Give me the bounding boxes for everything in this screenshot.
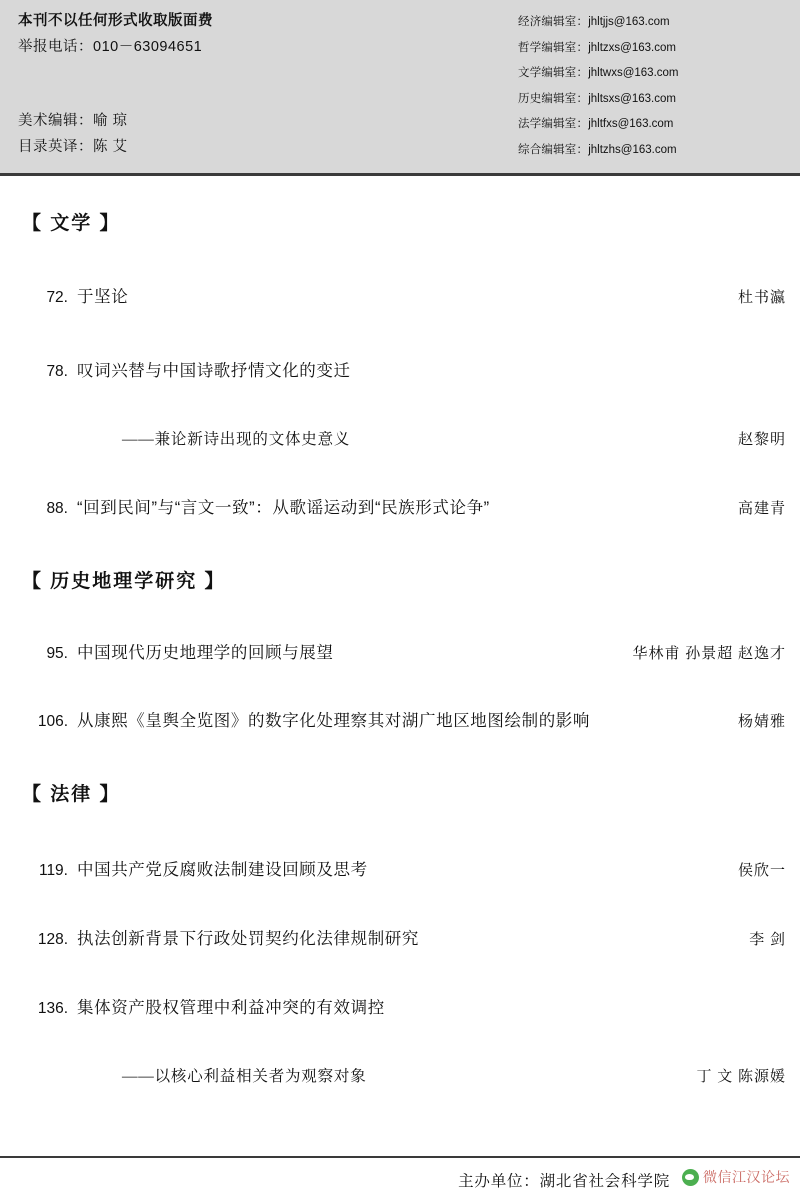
editorial-office-label: 法学编辑室： [518, 118, 589, 130]
masthead-left-block [18, 8, 398, 160]
article-authors: 侯欣一 [737, 863, 786, 879]
art-editor-credit: 美术编辑：喻 琼 [18, 113, 128, 129]
report-phone: 举报电话：010－63094651 [18, 39, 203, 55]
page-number: 136. [37, 1000, 68, 1017]
page-number: 119. [38, 862, 68, 879]
page-number: 106. [37, 713, 68, 730]
editorial-office-label: 经济编辑室： [518, 16, 589, 28]
article-authors: 赵黎明 [737, 432, 786, 448]
wechat-icon [682, 1169, 699, 1186]
page-number: 88. [46, 500, 68, 517]
article-title[interactable]: 叹词兴替与中国诗歌抒情文化的变迁 [77, 362, 351, 380]
article-title[interactable]: 中国现代历史地理学的回顾与展望 [77, 644, 334, 662]
editorial-office-email[interactable]: jhltzxs@163.com [588, 41, 676, 54]
page-number: 128. [37, 931, 68, 948]
editorial-office-email[interactable]: jhltsxs@163.com [588, 92, 676, 105]
wechat-label: 微信江汉论坛 [703, 1169, 790, 1185]
section-historical-geography [14, 566, 786, 593]
section-heading: 【 历史地理学研究 】 [22, 571, 226, 592]
toc-entry[interactable] [14, 856, 786, 880]
wechat-watermark [682, 1167, 790, 1187]
toc-entry[interactable] [14, 639, 786, 663]
toc-entry[interactable] [14, 357, 786, 381]
article-title[interactable]: “回到民间”与“言文一致”：从歌谣运动到“民族形式论争” [77, 499, 490, 517]
article-authors: 杨婧雅 [737, 714, 786, 730]
toc-entry[interactable] [14, 707, 786, 731]
editorial-email-row [518, 10, 778, 36]
table-of-contents [0, 208, 800, 1086]
section-literature [14, 208, 786, 235]
article-subtitle: ——兼论新诗出现的文体史意义 [122, 431, 351, 448]
article-title[interactable]: 从康熙《皇舆全览图》的数字化处理察其对湖广地区地图绘制的影响 [77, 712, 590, 730]
spacer [18, 60, 398, 108]
article-title[interactable]: 执法创新背景下行政处罚契约化法律规制研究 [77, 930, 419, 948]
english-translation-credit: 目录英译：陈 艾 [18, 139, 128, 155]
article-title[interactable]: 中国共产党反腐败法制建设回顾及思考 [77, 861, 368, 879]
page-footer [0, 1156, 800, 1200]
editorial-email-row [518, 138, 778, 164]
article-authors: 杜书瀛 [737, 290, 786, 306]
article-title[interactable]: 集体资产股权管理中利益冲突的有效调控 [77, 999, 385, 1017]
editorial-email-row [518, 61, 778, 87]
editorial-office-label: 综合编辑室： [518, 143, 589, 156]
section-law [14, 779, 786, 806]
editorial-office-email[interactable]: jhltjjs@163.com [588, 16, 670, 28]
article-authors: 丁 文 陈源媛 [696, 1069, 786, 1085]
page-number: 78. [46, 363, 68, 380]
editorial-office-email[interactable]: jhltzhs@163.com [588, 143, 677, 156]
masthead-banner [0, 0, 800, 176]
toc-entry[interactable] [14, 994, 786, 1018]
editorial-office-email[interactable]: jhltwxs@163.com [588, 67, 679, 79]
no-page-fee-notice: 本刊不以任何形式收取版面费 [18, 13, 213, 29]
editorial-email-row [518, 87, 778, 113]
page-number: 95. [46, 645, 68, 662]
toc-entry[interactable] [14, 925, 786, 949]
editorial-office-label: 文学编辑室： [518, 67, 589, 79]
article-authors: 华林甫 孙景超 赵逸才 [632, 646, 786, 662]
article-subtitle: ——以核心利益相关者为观察对象 [122, 1068, 367, 1085]
article-authors: 高建青 [737, 501, 786, 517]
editorial-office-label: 哲学编辑室： [518, 41, 589, 54]
editorial-email-list [518, 10, 778, 163]
page-number: 72. [46, 289, 68, 306]
toc-entry[interactable] [14, 494, 786, 518]
editorial-office-label: 历史编辑室： [518, 92, 589, 105]
toc-entry-subtitle-row [14, 1064, 786, 1086]
toc-entry[interactable] [14, 283, 786, 307]
article-authors: 李 剑 [749, 932, 786, 948]
section-heading: 【 文学 】 [22, 213, 121, 234]
editorial-email-row [518, 36, 778, 62]
section-heading: 【 法律 】 [22, 784, 121, 805]
toc-entry-subtitle-row [14, 427, 786, 449]
publisher-label: 主办单位：湖北省社会科学院 [458, 1173, 670, 1190]
editorial-office-email[interactable]: jhltfxs@163.com [588, 118, 674, 130]
editorial-email-row [518, 112, 778, 138]
article-title[interactable]: 于坚论 [77, 288, 129, 306]
